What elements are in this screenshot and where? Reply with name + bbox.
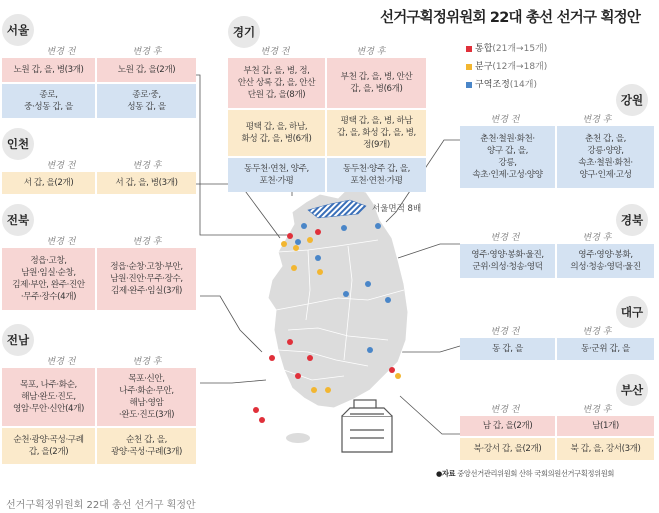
incheon-row1-before: 서 갑, 을(2개) <box>2 172 95 194</box>
col-head-before: 변경 전 <box>260 47 290 57</box>
legend-label: 통합 <box>475 44 493 54</box>
col-head-after: 변경 후 <box>132 237 162 247</box>
col-head-after: 변경 후 <box>582 327 612 337</box>
region-tag-incheon: 인천 <box>2 128 34 160</box>
seoul-row2-before: 종로, 중·성동 갑, 을 <box>2 84 95 118</box>
ballot-box-icon <box>336 396 398 456</box>
gangwon-row1-after: 춘천 갑, 을, 강릉·양양, 속초·철원·화천· 양구·인제·고성 <box>557 126 654 188</box>
region-tag-jeonnam: 전남 <box>2 324 34 356</box>
col-head-after: 변경 후 <box>132 357 162 367</box>
busan-row1-after: 남(1개) <box>557 416 654 436</box>
gangwon-row1-before: 춘천·철원·화천· 양구 갑, 을, 강릉, 속초·인제·고성·양양 <box>460 126 555 188</box>
jeonbuk-row1-before: 정읍·고창, 남원·임실·순창, 김제·부안, 완주·진안 ·무주·장수(4개) <box>2 248 95 310</box>
col-head-before: 변경 전 <box>490 233 520 243</box>
gyeongbuk-row1-after: 영주·영양·봉화, 의성·청송·영덕·울진 <box>557 244 654 278</box>
daegu-row1-after: 동·군위 갑, 을 <box>557 338 654 360</box>
gyeonggi-row1-after: 부천 갑, 을, 병, 안산 갑, 을, 병(6개) <box>327 58 426 108</box>
gyeonggi-row1-before: 부천 갑, 을, 병, 정, 안산 상록 갑, 을, 안산 단원 갑, 을(8개) <box>228 58 325 108</box>
col-head-after: 변경 후 <box>132 161 162 171</box>
jeju-island-shape <box>286 433 310 443</box>
col-head-after: 변경 후 <box>582 233 612 243</box>
col-head-before: 변경 전 <box>46 237 76 247</box>
col-head-before: 변경 전 <box>46 357 76 367</box>
col-head-after: 변경 후 <box>132 47 162 57</box>
col-head-after: 변경 후 <box>356 47 386 57</box>
legend-label: 분구 <box>475 62 493 72</box>
jeonbuk-row1-after: 정읍·순창·고창·부안, 남원·진안·무주·장수, 김제·완주·임실(3개) <box>97 248 196 310</box>
jeonnam-row2-before: 순천·광양·곡성·구례 갑, 을(2개) <box>2 428 95 464</box>
gyeonggi-row3-after: 동두천·양주 갑, 을, 포천·연천·가평 <box>327 158 426 192</box>
region-tag-busan: 부산 <box>616 374 648 406</box>
legend-detail: (12개→18개) <box>492 62 548 72</box>
region-tag-gangwon: 강원 <box>616 84 648 116</box>
seoul-area-label: 서울면적 8배 <box>372 204 422 214</box>
legend-detail: (21개→15개) <box>492 44 548 54</box>
region-tag-gyeonggi: 경기 <box>228 16 260 48</box>
gyeonggi-row3-before: 동두천·연천, 양주, 포천·가평 <box>228 158 325 192</box>
col-head-before: 변경 전 <box>490 405 520 415</box>
region-tag-gyeongbuk: 경북 <box>616 204 648 236</box>
gyeonggi-row2-before: 평택 갑, 을, 하남, 화성 갑, 을, 병(6개) <box>228 110 325 156</box>
col-head-before: 변경 전 <box>490 327 520 337</box>
busan-row2-after: 북 갑, 을, 강서(3개) <box>557 438 654 460</box>
infographic-title: 선거구획정위원회 22대 총선 선거구 획정안 <box>380 10 641 26</box>
source-prefix: ●자료 <box>436 469 456 478</box>
busan-row2-before: 북·강서 갑, 을(2개) <box>460 438 555 460</box>
seoul-row1-before: 노원 갑, 을, 병(3개) <box>2 58 95 82</box>
gyeongbuk-row1-before: 영주·영양·봉화·울진, 군위·의성·청송·영덕 <box>460 244 555 278</box>
busan-row1-before: 남 갑, 을(2개) <box>460 416 555 436</box>
col-head-before: 변경 전 <box>490 115 520 125</box>
seoul-row1-after: 노원 갑, 을(2개) <box>97 58 196 82</box>
col-head-before: 변경 전 <box>46 161 76 171</box>
jeonnam-row1-before: 목포, 나주·화순, 해남·완도·진도, 영암·무안·신안(4개) <box>2 368 95 426</box>
source-text: 중앙선거관리위원회 산하 국회의원선거구획정위원회 <box>457 469 615 478</box>
col-head-after: 변경 후 <box>582 405 612 415</box>
image-caption: 선거구획정위원회 22대 총선 선거구 획정안 <box>6 500 196 511</box>
legend-detail: (14개) <box>509 80 537 90</box>
source-note <box>436 469 614 479</box>
gyeonggi-row2-after: 평택 갑, 을, 병, 하남 갑, 을, 화성 갑, 을, 병, 정(9개) <box>327 110 426 156</box>
region-tag-jeonbuk: 전북 <box>2 204 34 236</box>
jeonnam-row2-after: 순천 갑, 을, 광양·곡성·구례(3개) <box>97 428 196 464</box>
region-tag-daegu: 대구 <box>616 296 648 328</box>
incheon-row1-after: 서 갑, 을, 병(3개) <box>97 172 196 194</box>
region-tag-seoul: 서울 <box>2 14 34 46</box>
col-head-before: 변경 전 <box>46 47 76 57</box>
col-head-after: 변경 후 <box>582 115 612 125</box>
legend-label: 구역조정 <box>475 80 510 90</box>
seoul-row2-after: 종로·중, 성동 갑, 을 <box>97 84 196 118</box>
jeonnam-row1-after: 목포·신안, 나주·화순·무안, 해남·영암 ·완도·진도(3개) <box>97 368 196 426</box>
daegu-row1-before: 동 갑, 을 <box>460 338 555 360</box>
